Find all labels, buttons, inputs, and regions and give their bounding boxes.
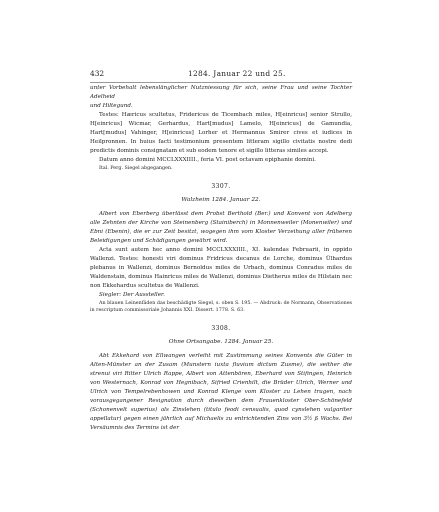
doc-c-summary: Abt Ekkehard von Ellwangen verleiht mit Zustimmung seines Konvents die Güter in Alten-Münster an der Zusam (Munstern iuxta fluvium dictum Zusme), die seither die strenui viri Ritter Ulrich Rappe, Albert von Attenbören, Eberhard von Stifingen, Heinrich von Westernach, Konrad von Hegnibach, Sifried Crienhilt, die Brüder Ulrich, Werner und Ulrich von Tempelrebenhowen und Konrad Klenge vom Kloster zu Lehen trugen, nach vorausgegangener Resignation durch dieselben dem Frauenkloster Ober-Schönefeld (Schonenvelt superius) als Zinslehen (titulo feodi censualis, quod cynslehen vulgariter appellatur) gegen einen jährlich auf Michaelis zu entrichtenden Zins von 3½ ß Wachs. Bei Versäumnis des Termins ist der (90, 352, 352, 431)
doc-b-note: An blauen Leinenfäden das beschädigte Siegel, s. oben S. 195. — Abdruck: de Normann, Observationes in rescriptum commissoriale Johannis XXI. Dissert. 1778. S. 63. (90, 300, 352, 314)
doc-c-place-date: Ohne Ortsangabe. 1284. Januar 25. (168, 338, 274, 345)
doc-b-body: Acta sunt autem hec anno domini MCCLXXXIIII., XI. kalendas Februarii, in oppido Wallenzi. Testes: honesti viri dominus Fridricus decanus de Lorche, dominus Ülhardus plebanus in Wallenzi, dominus Bernoldus miles de Urbach, dominus Conradus miles de Waldenstain, dominus Hainricus miles de Wallenzi, dominus Dietherus miles de Hilstain nec non Ekkehardus scultetus de Wallenzi. (90, 246, 352, 289)
doc-a-summary-line1: unter Vorbehalt lebenslänglicher Nutzniessung für sich, seine Frau und seine Tochter Adelheid (90, 85, 352, 100)
page-number: 432 (90, 69, 105, 78)
doc-b-number: 3307. (211, 182, 231, 190)
running-head-title: 1284. Januar 22 und 25. (188, 69, 286, 78)
text-column (90, 81, 352, 433)
doc-a-summary-line2: und Hiltegund. (90, 103, 133, 109)
doc-b-sigler: Siegler: Der Aussteller. (99, 291, 165, 298)
doc-b-summary: Albert von Eberberg überlässt dem Probst Berthold (Ber.) und Konvent von Adelberg alle Zehnten der Kirche von Steinenberg (Stainiberch) in Monnenweiler (Monenwiler) und Ebni (Ebenin), die er zur Zeit besitzt, wogegen ihm vom Kloster Verzeihung aller früheren Beleidigungen und Schädigungen gewährt wird. (90, 210, 352, 244)
doc-c-number: 3308. (211, 324, 231, 332)
doc-a-note: Ital. Perg. Siegel abgegangen. (99, 166, 173, 171)
header-rule (90, 82, 352, 83)
doc-a-datum: Datum anno domini MCCLXXXIIII., feria VI. post octavam epiphanie domini. (99, 157, 316, 163)
doc-b-place-date: Walzheim 1284. Januar 22. (181, 196, 261, 203)
doc-a-testes: Testes: Hæricus scultetus, Fridericus de Ticembach miles, H[einricus] senior Strullo, H[einricus] Wicmar, Gerhardus, Hart[mudus] Lamelo, H[einricus] de Gamundia, Hart[mudus] Vahinger, H[einricus] Lorher et Hermannus Smirer cives et iudices in Heilpronnen. In huius facti testimonium presentem litteram sigillo civitatis nostre dedi predictis dominis consignatam et sub eodem tenore et sigillo litteras similes accepi. (90, 112, 352, 154)
